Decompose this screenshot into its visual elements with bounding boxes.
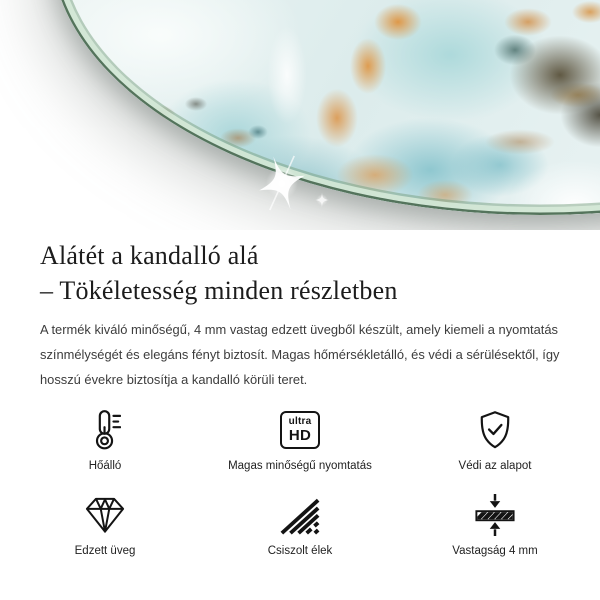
polished-edges-icon	[278, 494, 322, 536]
headline-line-1: Alátét a kandalló alá	[40, 241, 259, 270]
ultra-hd-badge-top: ultra	[288, 416, 312, 427]
shield-check-icon	[475, 408, 515, 452]
feature-polished-edges	[215, 490, 385, 558]
product-hero-image	[0, 0, 600, 230]
feature-label: Védi az alapot	[458, 460, 532, 472]
feature-icon-box	[475, 405, 515, 455]
product-info-section	[0, 238, 600, 558]
feature-icon-box	[278, 490, 322, 540]
feature-icon-box	[89, 405, 121, 455]
glass-mat-photo	[51, 0, 600, 215]
feature-label: Vastagság 4 mm	[452, 545, 538, 557]
diamond-icon	[83, 496, 127, 534]
headline-line-2: – Tökéletesség minden részletben	[40, 276, 398, 305]
feature-label: Magas minőségű nyomtatás	[228, 460, 372, 472]
marble-pattern	[51, 0, 600, 215]
ultra-hd-badge-bottom: HD	[288, 427, 312, 444]
ultra-hd-icon	[280, 411, 320, 449]
feature-base-protection	[410, 405, 580, 473]
feature-label: Csiszolt élek	[267, 545, 333, 557]
feature-icon-box	[83, 490, 127, 540]
feature-tempered-glass	[20, 490, 190, 558]
feature-label: Edzett üveg	[74, 545, 136, 557]
thickness-icon	[474, 493, 516, 537]
feature-label: Hőálló	[88, 460, 122, 472]
features-grid	[20, 405, 580, 558]
thermometer-icon	[89, 409, 121, 451]
feature-print-quality	[215, 405, 385, 473]
feature-icon-box	[280, 405, 320, 455]
product-description: A termék kiváló minőségű, 4 mm vastag edzett üvegből készült, amely kiemeli a nyomtatás színmélységét és elegáns fényt biztosít. Magas hőmérsékletálló, és védi a sérülésektől, így hosszú évekre biztosítja a kandalló körüli teret.	[40, 322, 560, 387]
feature-icon-box	[474, 490, 516, 540]
feature-thickness	[410, 490, 580, 558]
page-title	[40, 238, 560, 308]
feature-heat-resistant	[20, 405, 190, 473]
